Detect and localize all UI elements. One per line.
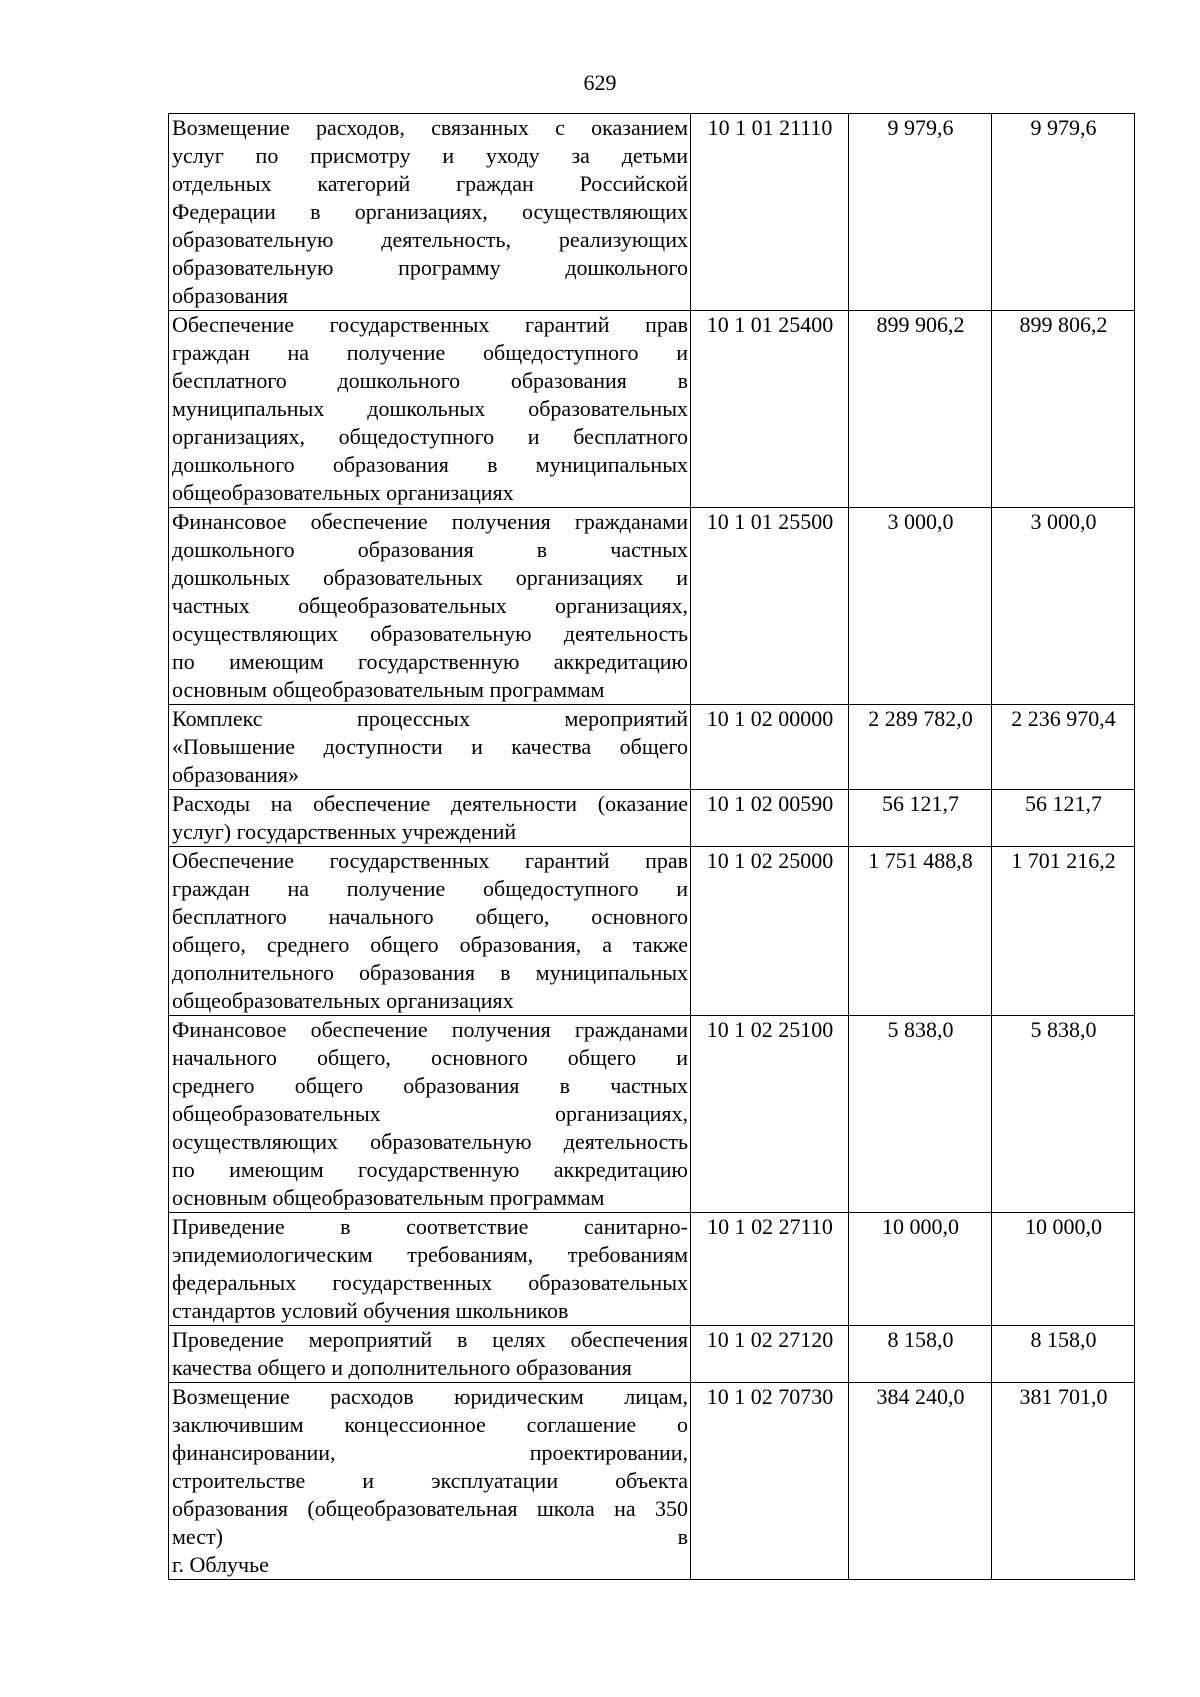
budget-code: 10 1 01 25400: [691, 311, 849, 508]
description-line: организациях, общедоступного и бесплатного: [172, 424, 688, 449]
description-line: дополнительного образования в муниципальных: [172, 960, 688, 985]
description-line: «Повышение доступности и качества общего: [172, 734, 688, 759]
value-year-1: 2 289 782,0: [849, 705, 992, 790]
budget-code: 10 1 02 25000: [691, 847, 849, 1016]
table-row: [169, 1383, 1135, 1580]
description-line: общеобразовательных организациях: [172, 480, 514, 505]
table-row: [169, 705, 1135, 790]
value-year-1: 899 906,2: [849, 311, 992, 508]
description-line: основным общеобразовательным программам: [172, 677, 605, 702]
row-description: [169, 1016, 691, 1213]
description-line: основным общеобразовательным программам: [172, 1185, 605, 1210]
description-line: Комплекс процессных мероприятий: [172, 706, 688, 731]
value-year-2: 381 701,0: [992, 1383, 1135, 1580]
budget-table: [168, 113, 1135, 1580]
description-line: бесплатного начального общего, основного: [172, 904, 688, 929]
value-year-2: 2 236 970,4: [992, 705, 1135, 790]
description-line: осуществляющих образовательную деятельность: [172, 1129, 688, 1154]
description-line: Федерации в организациях, осуществляющих: [172, 199, 688, 224]
row-description: [169, 311, 691, 508]
description-line: Возмещение расходов юридическим лицам,: [172, 1384, 688, 1409]
value-year-1: 5 838,0: [849, 1016, 992, 1213]
description-line: муниципальных дошкольных образовательных: [172, 396, 688, 421]
description-line: Проведение мероприятий в целях обеспечения: [172, 1327, 688, 1352]
description-line: дошкольного образования в частных: [172, 537, 688, 562]
description-line: общеобразовательных организациях,: [172, 1101, 688, 1126]
budget-code: 10 1 02 00590: [691, 790, 849, 847]
page-number: 629: [583, 70, 617, 95]
value-year-1: 10 000,0: [849, 1213, 992, 1326]
description-line: по имеющим государственную аккредитацию: [172, 1157, 688, 1182]
value-year-2: 10 000,0: [992, 1213, 1135, 1326]
description-line: федеральных государственных образовательных: [172, 1270, 688, 1295]
value-year-2: 9 979,6: [992, 114, 1135, 311]
value-year-1: 9 979,6: [849, 114, 992, 311]
budget-code: 10 1 02 25100: [691, 1016, 849, 1213]
table-row: [169, 114, 1135, 311]
row-description: [169, 847, 691, 1016]
value-year-1: 56 121,7: [849, 790, 992, 847]
description-line: Финансовое обеспечение получения гражданами: [172, 509, 688, 534]
description-line: образовательную деятельность, реализующих: [172, 227, 688, 252]
budget-code: 10 1 02 70730: [691, 1383, 849, 1580]
budget-code: 10 1 01 25500: [691, 508, 849, 705]
description-line: услуг по присмотру и уходу за детьми: [172, 143, 688, 168]
table-row: [169, 1213, 1135, 1326]
description-line: Финансовое обеспечение получения гражданами: [172, 1017, 688, 1042]
value-year-1: 1 751 488,8: [849, 847, 992, 1016]
value-year-2: 56 121,7: [992, 790, 1135, 847]
table-row: [169, 508, 1135, 705]
table-row: [169, 1016, 1135, 1213]
row-description: [169, 1326, 691, 1383]
description-line: дошкольного образования в муниципальных: [172, 452, 688, 477]
description-line: среднего общего образования в частных: [172, 1073, 688, 1098]
description-line: осуществляющих образовательную деятельность: [172, 621, 688, 646]
budget-code: 10 1 02 27110: [691, 1213, 849, 1326]
description-line: общеобразовательных организациях: [172, 988, 514, 1013]
table-row: [169, 790, 1135, 847]
value-year-2: 8 158,0: [992, 1326, 1135, 1383]
row-description: [169, 114, 691, 311]
description-line: Обеспечение государственных гарантий прав: [172, 312, 688, 337]
description-line: Расходы на обеспечение деятельности (оказание: [172, 791, 688, 816]
value-year-2: 1 701 216,2: [992, 847, 1135, 1016]
description-line: г. Облучье: [172, 1552, 269, 1577]
description-line: образования: [172, 283, 289, 308]
description-line: начального общего, основного общего и: [172, 1045, 688, 1070]
description-line: Приведение в соответствие санитарно-: [172, 1214, 688, 1239]
description-line: граждан на получение общедоступного и: [172, 876, 688, 901]
value-year-2: 3 000,0: [992, 508, 1135, 705]
budget-code: 10 1 02 27120: [691, 1326, 849, 1383]
description-line: образования (общеобразовательная школа на 350: [172, 1496, 688, 1521]
row-description: [169, 790, 691, 847]
value-year-1: 384 240,0: [849, 1383, 992, 1580]
description-line: бесплатного дошкольного образования в: [172, 368, 688, 393]
description-line: мест) в: [172, 1524, 688, 1549]
table-body: [169, 114, 1135, 1580]
description-line: строительстве и эксплуатации объекта: [172, 1468, 688, 1493]
value-year-2: 5 838,0: [992, 1016, 1135, 1213]
row-description: [169, 705, 691, 790]
description-line: Возмещение расходов, связанных с оказанием: [172, 115, 688, 140]
row-description: [169, 1213, 691, 1326]
budget-code: 10 1 01 21110: [691, 114, 849, 311]
description-line: финансировании, проектировании,: [172, 1440, 688, 1465]
description-line: образовательную программу дошкольного: [172, 255, 688, 280]
description-line: эпидемиологическим требованиям, требованиям: [172, 1242, 688, 1267]
value-year-2: 899 806,2: [992, 311, 1135, 508]
description-line: услуг) государственных учреждений: [172, 819, 517, 844]
description-line: граждан на получение общедоступного и: [172, 340, 688, 365]
table-row: [169, 1326, 1135, 1383]
table-row: [169, 311, 1135, 508]
description-line: образования»: [172, 762, 300, 787]
description-line: качества общего и дополнительного образования: [172, 1355, 632, 1380]
description-line: отдельных категорий граждан Российской: [172, 171, 688, 196]
description-line: по имеющим государственную аккредитацию: [172, 649, 688, 674]
description-line: общего, среднего общего образования, а также: [172, 932, 688, 957]
row-description: [169, 1383, 691, 1580]
description-line: дошкольных образовательных организациях и: [172, 565, 688, 590]
budget-code: 10 1 02 00000: [691, 705, 849, 790]
table-row: [169, 847, 1135, 1016]
description-line: стандартов условий обучения школьников: [172, 1298, 569, 1323]
value-year-1: 8 158,0: [849, 1326, 992, 1383]
description-line: заключившим концессионное соглашение о: [172, 1412, 688, 1437]
description-line: Обеспечение государственных гарантий прав: [172, 848, 688, 873]
row-description: [169, 508, 691, 705]
description-line: частных общеобразовательных организациях,: [172, 593, 688, 618]
value-year-1: 3 000,0: [849, 508, 992, 705]
